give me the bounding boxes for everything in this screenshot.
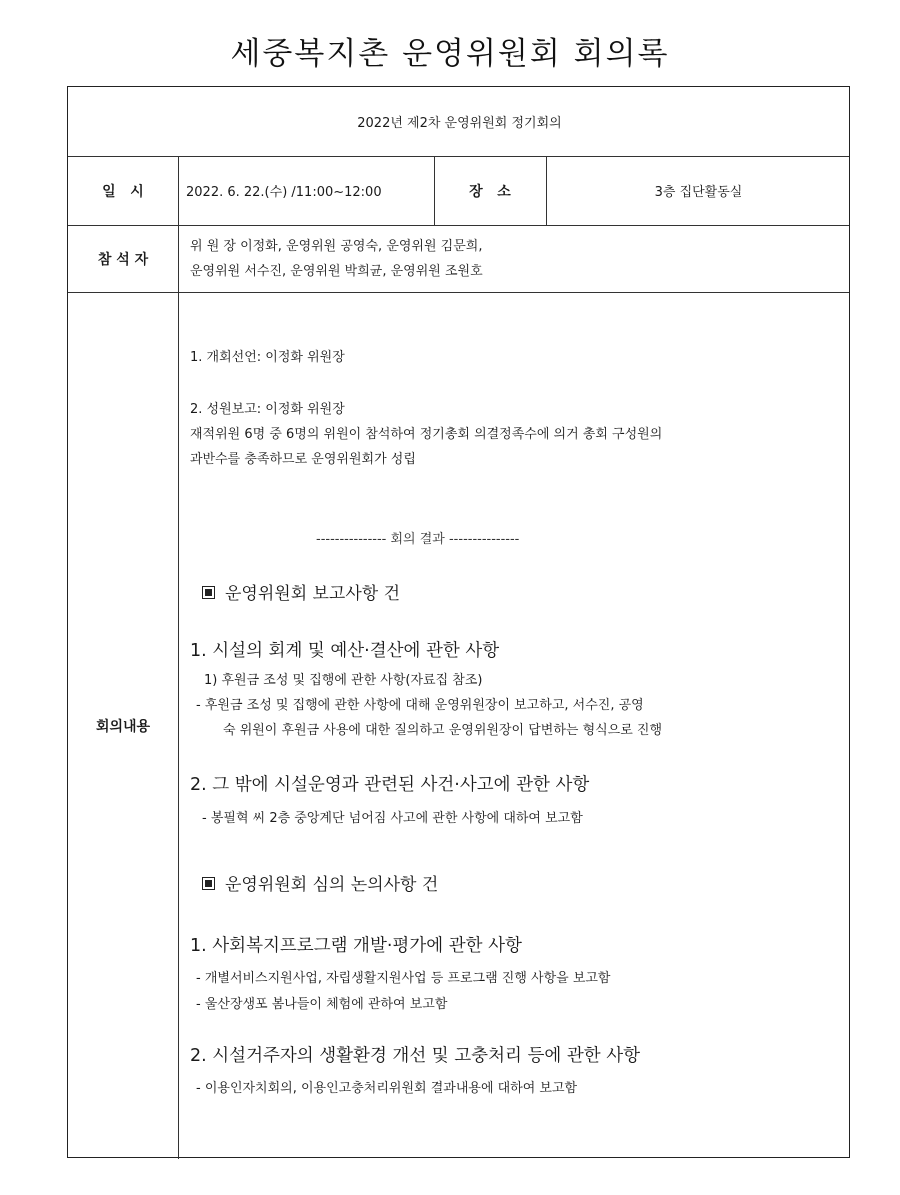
report-section-heading: 운영위원회 보고사항 건 (202, 579, 400, 604)
document-title: 세중복지촌 운영위원회 회의록 (230, 36, 670, 72)
row-divider (68, 292, 849, 293)
review-section-heading: 운영위원회 심의 논의사항 건 (202, 870, 438, 895)
minutes-table (67, 86, 850, 1158)
filled-square-icon (202, 586, 215, 599)
item-detail: - 봉필혁 씨 2층 중앙계단 넘어짐 사고에 관한 사항에 대하여 보고함 (202, 811, 583, 826)
result-divider: --------------- 회의 결과 --------------- (316, 532, 520, 547)
quorum-title: 2. 성원보고: 이정화 위원장 (190, 402, 345, 417)
attendees-line: 위 원 장 이정화, 운영위원 공영숙, 운영위원 김문희, (190, 239, 483, 254)
place-value: 3층 집단활동실 (654, 185, 743, 200)
item-detail: - 후원금 조성 및 집행에 관한 사항에 대해 운영위원장이 보고하고, 서수진, 공영 (196, 698, 644, 713)
item-detail: - 이용인자치회의, 이용인고충처리위원회 결과내용에 대하여 보고함 (196, 1081, 578, 1096)
item-detail: - 개별서비스지원사업, 자립생활지원사업 등 프로그램 진행 사항을 보고함 (196, 971, 611, 986)
quorum-text: 과반수를 충족하므로 운영위원회가 성립 (190, 452, 416, 467)
filled-square-icon (202, 877, 215, 890)
item-heading: 2. 시설거주자의 생활환경 개선 및 고충처리 등에 관한 사항 (190, 1046, 641, 1066)
item-heading: 2. 그 밖에 시설운영과 관련된 사건·사고에 관한 사항 (190, 775, 590, 795)
attendees-label: 참 석 자 (97, 251, 149, 268)
meeting-name: 2022년 제2차 운영위원회 정기회의 (357, 116, 562, 131)
label-column-divider (178, 156, 179, 1159)
row-divider (68, 225, 849, 226)
content-label: 회의내용 (95, 718, 151, 735)
opening-item: 1. 개회선언: 이정화 위원장 (190, 350, 345, 365)
item-subheading: 1) 후원금 조성 및 집행에 관한 사항(자료집 참조) (204, 673, 483, 688)
item-heading: 1. 사회복지프로그램 개발·평가에 관한 사항 (190, 936, 522, 956)
place-label: 장 소 (469, 183, 511, 200)
attendees-line: 운영위원 서수진, 운영위원 박희균, 운영위원 조원호 (190, 264, 483, 279)
quorum-text: 재적위원 6명 중 6명의 위원이 참석하여 정기총회 의결정족수에 의거 총회 구성원의 (190, 427, 663, 442)
item-detail: - 울산장생포 봄나들이 체험에 관하여 보고함 (196, 997, 448, 1012)
item-detail: 숙 위원이 후원금 사용에 대한 질의하고 운영위원장이 답변하는 형식으로 진행 (223, 723, 663, 738)
date-value: 2022. 6. 22.(수) /11:00~12:00 (186, 185, 382, 200)
item-heading: 1. 시설의 회계 및 예산·결산에 관한 사항 (190, 641, 500, 661)
date-label: 일 시 (102, 183, 144, 200)
